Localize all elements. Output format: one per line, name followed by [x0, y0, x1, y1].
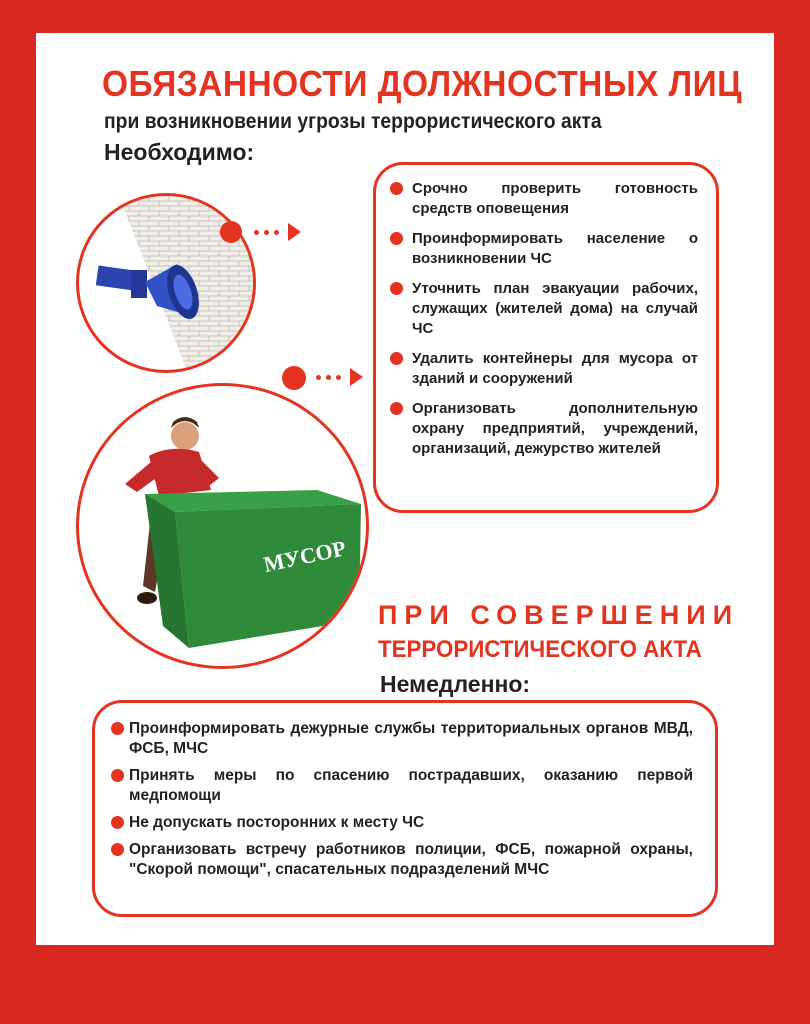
connector-dot-small	[336, 375, 341, 380]
container-label: МУСОР	[261, 535, 349, 578]
arrow-right-icon	[288, 223, 301, 241]
connector-dot-small	[254, 230, 259, 235]
connector-dot-small	[274, 230, 279, 235]
immediate-actions-box	[92, 700, 718, 917]
connector-dot	[282, 366, 306, 390]
connector-dot	[220, 221, 242, 243]
connector-dot-small	[316, 375, 321, 380]
list-item: Проинформировать дежурные службы территориальных органов МВД, ФСБ, МЧС	[111, 719, 693, 759]
loudspeaker-illustration	[76, 193, 256, 373]
list-item: Организовать дополнительную охрану предприятий, учреждений, организаций, дежурство жителей	[390, 399, 698, 459]
connector-dot-small	[326, 375, 331, 380]
list-item: Удалить контейнеры для мусора от зданий и сооружений	[390, 349, 698, 389]
list-item: Принять меры по спасению пострадавших, оказанию первой медпомощи	[111, 766, 693, 806]
list-item: Организовать встречу работников полиции, ФСБ, пожарной охраны, "Скорой помощи", спасательных подразделений МЧС	[111, 840, 693, 880]
section2-heading-line2: ТЕРРОРИСТИЧЕСКОГО АКТА	[378, 636, 702, 663]
bullet-icon	[390, 402, 403, 415]
list-item: Не допускать посторонних к месту ЧС	[111, 813, 693, 833]
list-item: Уточнить план эвакуации рабочих, служащих (жителей дома) на случай ЧС	[390, 279, 698, 339]
bullet-icon	[111, 843, 124, 856]
list-item: Срочно проверить готовность средств оповещения	[390, 179, 698, 219]
section2-label: Немедленно:	[380, 671, 531, 697]
threat-actions-box	[373, 162, 719, 513]
connector-dot-small	[264, 230, 269, 235]
container-illustration	[76, 383, 369, 669]
bullet-icon	[111, 769, 124, 782]
immediate-actions-list	[111, 719, 693, 880]
section1-label: Необходимо:	[104, 139, 255, 165]
bullet-icon	[111, 816, 124, 829]
poster-title: ОБЯЗАННОСТИ ДОЛЖНОСТНЫХ ЛИЦ	[102, 63, 743, 104]
arrow-right-icon	[350, 368, 363, 386]
list-item: Проинформировать население о возникновении ЧС	[390, 229, 698, 269]
poster-subtitle: при возникновении угрозы террористического акта	[104, 110, 602, 133]
bullet-icon	[390, 352, 403, 365]
trash-container-icon	[79, 386, 369, 669]
bullet-icon	[390, 282, 403, 295]
bullet-icon	[390, 182, 403, 195]
threat-actions-list	[390, 179, 698, 459]
bullet-icon	[390, 232, 403, 245]
bullet-icon	[111, 722, 124, 735]
section2-heading-line1: ПРИ СОВЕРШЕНИИ	[378, 600, 740, 630]
